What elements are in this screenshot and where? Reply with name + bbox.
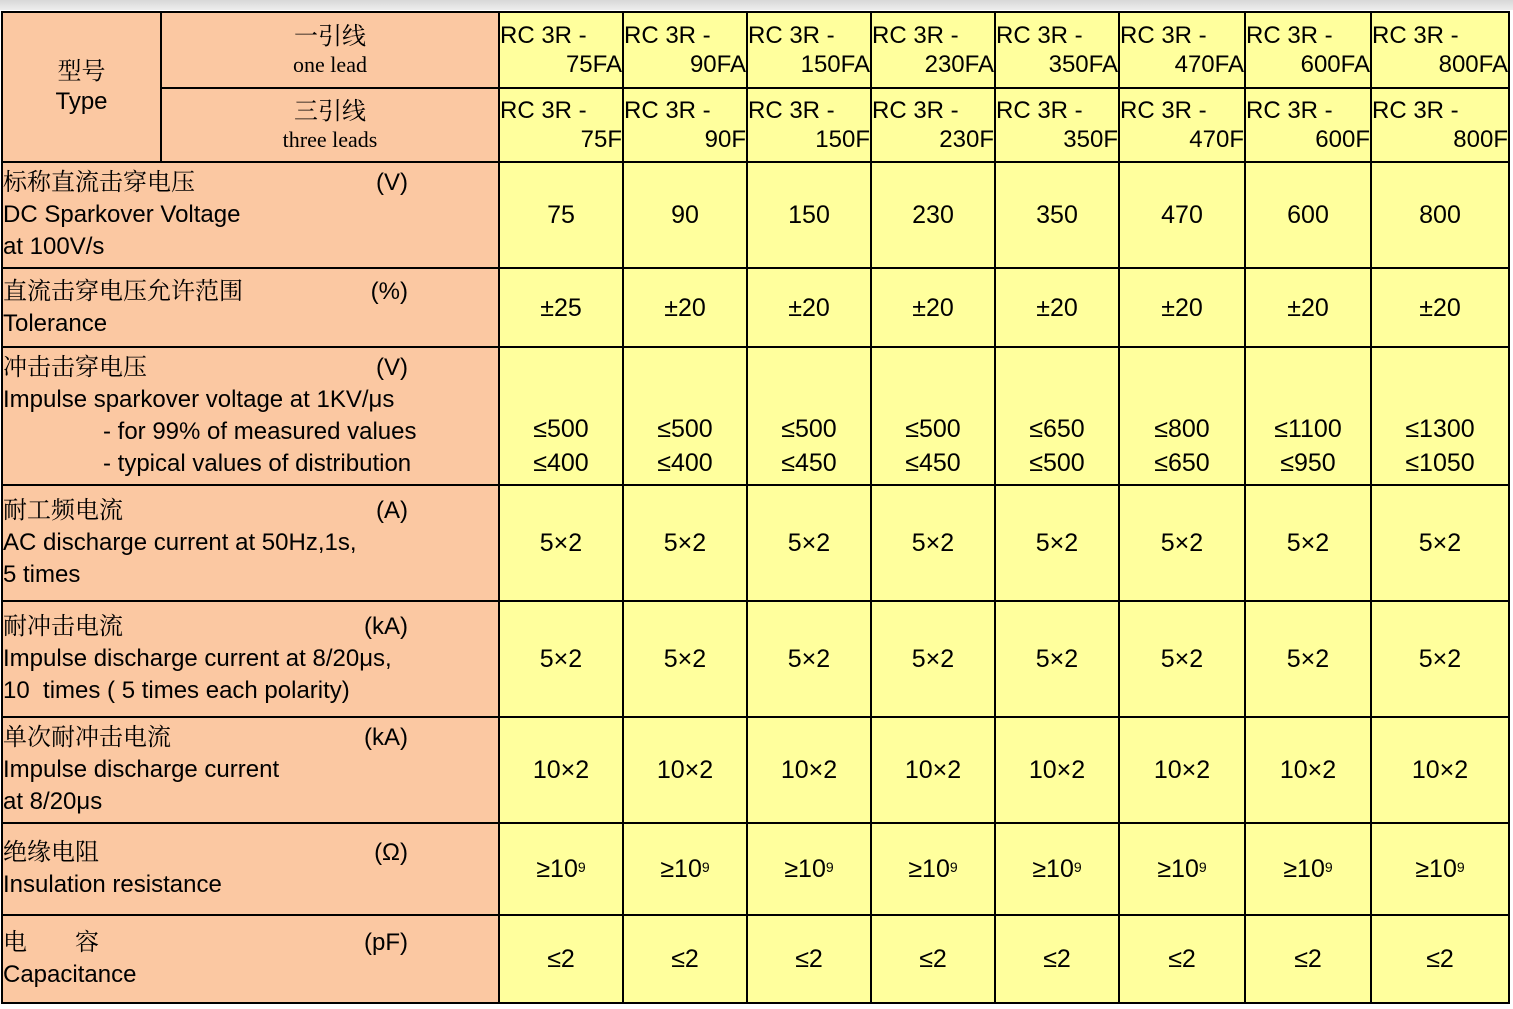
- value-cell: 10×2: [1119, 717, 1245, 823]
- value-cell: ±20: [1371, 268, 1509, 347]
- value-cell: 10×2: [995, 717, 1119, 823]
- spec-table: [1, 11, 1510, 1004]
- value-base: ≥10: [1415, 855, 1457, 883]
- model-prefix: RC 3R -: [1246, 97, 1333, 124]
- model-cell: [995, 88, 1119, 162]
- param-condition: at 8/20μs: [3, 788, 103, 815]
- one-lead-label-en: one lead: [293, 52, 367, 77]
- value-cell: 5×2: [995, 601, 1119, 717]
- value-cell: 230: [871, 162, 995, 268]
- value-cell: [995, 347, 1119, 485]
- value-exponent: 9: [1324, 859, 1333, 875]
- param-name-en: AC discharge current at 50Hz,1s,: [3, 529, 357, 556]
- param-name-en: Insulation resistance: [3, 871, 222, 898]
- value-cell: 5×2: [871, 601, 995, 717]
- value-99: ≤650: [1029, 415, 1085, 443]
- param-sub-typical: - typical values of distribution: [103, 450, 412, 477]
- value-cell: ≤2: [623, 915, 747, 1003]
- value-99: ≤1300: [1405, 415, 1475, 443]
- model-prefix: RC 3R -: [748, 97, 835, 124]
- model-suffix: 800F: [1453, 126, 1508, 153]
- model-prefix: RC 3R -: [624, 97, 711, 124]
- value-cell: ≤2: [1245, 915, 1371, 1003]
- value-cell: [871, 347, 995, 485]
- value-cell: ≤2: [499, 915, 623, 1003]
- three-leads-header-cell: [161, 88, 499, 162]
- model-cell: [747, 12, 871, 88]
- value-exponent: 9: [1456, 859, 1465, 875]
- param-name-zh: 单次耐冲击电流: [3, 724, 171, 751]
- param-name-en: Tolerance: [3, 309, 108, 337]
- row-tolerance: [2, 268, 1509, 347]
- param-cell: [2, 717, 499, 823]
- param-unit: (%): [370, 277, 408, 305]
- value-cell: 75: [499, 162, 623, 268]
- value-cell: ≤2: [1371, 915, 1509, 1003]
- value-99: ≤800: [1154, 415, 1210, 443]
- model-prefix: RC 3R -: [1120, 97, 1207, 124]
- value-base: ≥10: [536, 855, 578, 883]
- row-impulse-sparkover: [2, 347, 1509, 485]
- value-cell: 5×2: [623, 601, 747, 717]
- model-prefix: RC 3R -: [872, 22, 959, 49]
- model-suffix: 230FA: [924, 51, 994, 78]
- value-cell: [1119, 347, 1245, 485]
- value-exponent: 9: [1198, 859, 1207, 875]
- value-cell: ≤2: [871, 915, 995, 1003]
- model-prefix: RC 3R -: [500, 97, 587, 124]
- model-cell: [995, 12, 1119, 88]
- param-unit: (Ω): [374, 839, 408, 866]
- param-name-zh: 绝缘电阻: [3, 839, 99, 866]
- value-cell: 5×2: [1245, 485, 1371, 601]
- param-unit: (V): [376, 169, 408, 196]
- header-row-one-lead: [2, 12, 1509, 88]
- param-unit: (kA): [364, 724, 408, 751]
- model-cell: [871, 88, 995, 162]
- value-cell: ±20: [995, 268, 1119, 347]
- param-cell: [2, 162, 499, 268]
- value-cell: 5×2: [1245, 601, 1371, 717]
- model-prefix: RC 3R -: [1372, 22, 1459, 49]
- param-unit: (V): [376, 354, 408, 381]
- value-cell: 600: [1245, 162, 1371, 268]
- model-prefix: RC 3R -: [1120, 22, 1207, 49]
- param-cell: [2, 823, 499, 915]
- model-prefix: RC 3R -: [1372, 97, 1459, 124]
- value-cell: ±25: [499, 268, 623, 347]
- model-cell: [1371, 88, 1509, 162]
- value-cell: ≤2: [995, 915, 1119, 1003]
- type-header-cell: [2, 12, 161, 162]
- model-cell: [499, 88, 623, 162]
- value-base: ≥10: [1157, 855, 1199, 883]
- param-name-zh: 直流击穿电压允许范围: [3, 277, 243, 305]
- value-cell: 470: [1119, 162, 1245, 268]
- value-cell: [871, 823, 995, 915]
- model-cell: [499, 12, 623, 88]
- param-name-zh: 耐工频电流: [3, 497, 123, 524]
- model-suffix: 90FA: [689, 51, 746, 78]
- row-dc-sparkover: [2, 162, 1509, 268]
- model-suffix: 150FA: [800, 51, 870, 78]
- one-lead-header-cell: [161, 12, 499, 88]
- param-name-zh: 标称直流击穿电压: [3, 169, 195, 196]
- model-suffix: 470FA: [1174, 51, 1244, 78]
- value-base: ≥10: [1283, 855, 1325, 883]
- value-cell: 5×2: [499, 601, 623, 717]
- value-cell: 5×2: [623, 485, 747, 601]
- value-cell: [747, 347, 871, 485]
- value-typical: ≤450: [781, 449, 837, 477]
- model-prefix: RC 3R -: [500, 22, 587, 49]
- param-cell: [2, 268, 499, 347]
- value-99: ≤500: [781, 415, 837, 443]
- value-typical: ≤500: [1029, 449, 1085, 477]
- model-prefix: RC 3R -: [624, 22, 711, 49]
- type-label-en: Type: [55, 88, 108, 115]
- value-cell: ±20: [747, 268, 871, 347]
- param-condition: 10 times ( 5 times each polarity): [3, 677, 350, 704]
- value-cell: 10×2: [1371, 717, 1509, 823]
- value-cell: 5×2: [1119, 485, 1245, 601]
- param-name-zh: 冲击击穿电压: [3, 354, 147, 381]
- value-typical: ≤650: [1154, 449, 1210, 477]
- model-cell: [871, 12, 995, 88]
- param-condition: at 100V/s: [3, 233, 105, 260]
- param-sub-99: - for 99% of measured values: [103, 418, 417, 445]
- param-unit: (A): [376, 497, 408, 524]
- param-unit: (pF): [364, 929, 408, 956]
- model-suffix: 800FA: [1438, 51, 1508, 78]
- model-cell: [623, 88, 747, 162]
- value-cell: [1245, 347, 1371, 485]
- param-name-zh: 耐冲击电流: [3, 613, 123, 640]
- one-lead-label-zh: 一引线: [294, 22, 366, 50]
- value-cell: 5×2: [747, 601, 871, 717]
- value-typical: ≤400: [533, 449, 589, 477]
- param-name-en: Capacitance: [3, 961, 137, 988]
- model-suffix: 350FA: [1048, 51, 1118, 78]
- value-cell: [1245, 823, 1371, 915]
- value-cell: 350: [995, 162, 1119, 268]
- model-suffix: 230F: [939, 126, 994, 153]
- value-exponent: 9: [825, 859, 834, 875]
- value-cell: [1371, 347, 1509, 485]
- model-prefix: RC 3R -: [996, 97, 1083, 124]
- value-typical: ≤400: [657, 449, 713, 477]
- value-cell: 10×2: [623, 717, 747, 823]
- value-cell: 5×2: [1119, 601, 1245, 717]
- value-99: ≤1100: [1274, 415, 1342, 443]
- param-name-en: DC Sparkover Voltage: [3, 201, 241, 228]
- value-cell: [499, 823, 623, 915]
- three-leads-label-en: three leads: [282, 127, 378, 152]
- value-exponent: 9: [949, 859, 958, 875]
- param-condition: 5 times: [3, 561, 81, 588]
- param-name-en: Impulse discharge current: [3, 756, 280, 783]
- model-prefix: RC 3R -: [1246, 22, 1333, 49]
- value-cell: ≤2: [747, 915, 871, 1003]
- param-cell: [2, 601, 499, 717]
- value-cell: 800: [1371, 162, 1509, 268]
- param-cell: [2, 347, 499, 485]
- model-suffix: 75F: [580, 126, 622, 153]
- model-suffix: 470F: [1189, 126, 1244, 153]
- model-suffix: 75FA: [565, 51, 622, 78]
- value-cell: 90: [623, 162, 747, 268]
- three-leads-label-zh: 三引线: [294, 97, 366, 125]
- value-cell: [995, 823, 1119, 915]
- value-typical: ≤950: [1280, 449, 1336, 477]
- model-suffix: 90F: [704, 126, 746, 153]
- model-suffix: 600F: [1315, 126, 1370, 153]
- value-cell: [623, 823, 747, 915]
- value-cell: 10×2: [499, 717, 623, 823]
- value-typical: ≤450: [905, 449, 961, 477]
- value-base: ≥10: [784, 855, 826, 883]
- param-unit: (kA): [364, 613, 408, 640]
- value-cell: 10×2: [747, 717, 871, 823]
- model-suffix: 350F: [1063, 126, 1118, 153]
- value-cell: 5×2: [995, 485, 1119, 601]
- param-cell: [2, 915, 499, 1003]
- value-cell: 150: [747, 162, 871, 268]
- value-cell: ±20: [871, 268, 995, 347]
- model-prefix: RC 3R -: [996, 22, 1083, 49]
- row-single-impulse: [2, 717, 1509, 823]
- value-base: ≥10: [908, 855, 950, 883]
- value-cell: 5×2: [1371, 601, 1509, 717]
- value-cell: [1371, 823, 1509, 915]
- value-cell: 5×2: [871, 485, 995, 601]
- header-row-three-leads: [2, 88, 1509, 162]
- value-99: ≤500: [905, 415, 961, 443]
- model-cell: [1245, 88, 1371, 162]
- value-cell: 10×2: [1245, 717, 1371, 823]
- value-cell: ±20: [1245, 268, 1371, 347]
- param-cell: [2, 485, 499, 601]
- top-gradient-bar: [0, 0, 1513, 10]
- value-cell: ≤2: [1119, 915, 1245, 1003]
- param-name-en: Impulse discharge current at 8/20μs,: [3, 645, 392, 672]
- model-cell: [1119, 88, 1245, 162]
- value-cell: ±20: [623, 268, 747, 347]
- param-name-zh: 电 容: [3, 929, 99, 956]
- value-99: ≤500: [533, 415, 589, 443]
- value-cell: [747, 823, 871, 915]
- value-cell: 5×2: [499, 485, 623, 601]
- value-base: ≥10: [660, 855, 702, 883]
- value-99: ≤500: [657, 415, 713, 443]
- row-impulse-discharge: [2, 601, 1509, 717]
- model-cell: [747, 88, 871, 162]
- model-cell: [623, 12, 747, 88]
- model-suffix: 600FA: [1300, 51, 1370, 78]
- value-cell: 5×2: [1371, 485, 1509, 601]
- value-cell: [1119, 823, 1245, 915]
- value-cell: ±20: [1119, 268, 1245, 347]
- value-exponent: 9: [1073, 859, 1082, 875]
- value-base: ≥10: [1032, 855, 1074, 883]
- value-cell: 5×2: [747, 485, 871, 601]
- param-name-en: Impulse sparkover voltage at 1KV/μs: [3, 386, 395, 413]
- value-cell: [623, 347, 747, 485]
- model-cell: [1119, 12, 1245, 88]
- type-label-zh: 型号: [57, 58, 106, 85]
- value-typical: ≤1050: [1405, 449, 1475, 477]
- value-cell: [499, 347, 623, 485]
- value-cell: 10×2: [871, 717, 995, 823]
- model-suffix: 150F: [815, 126, 870, 153]
- model-prefix: RC 3R -: [872, 97, 959, 124]
- row-insulation: [2, 823, 1509, 915]
- row-ac-discharge: [2, 485, 1509, 601]
- value-exponent: 9: [577, 859, 586, 875]
- row-capacitance: [2, 915, 1509, 1003]
- model-cell: [1245, 12, 1371, 88]
- model-cell: [1371, 12, 1509, 88]
- model-prefix: RC 3R -: [748, 22, 835, 49]
- value-exponent: 9: [701, 859, 710, 875]
